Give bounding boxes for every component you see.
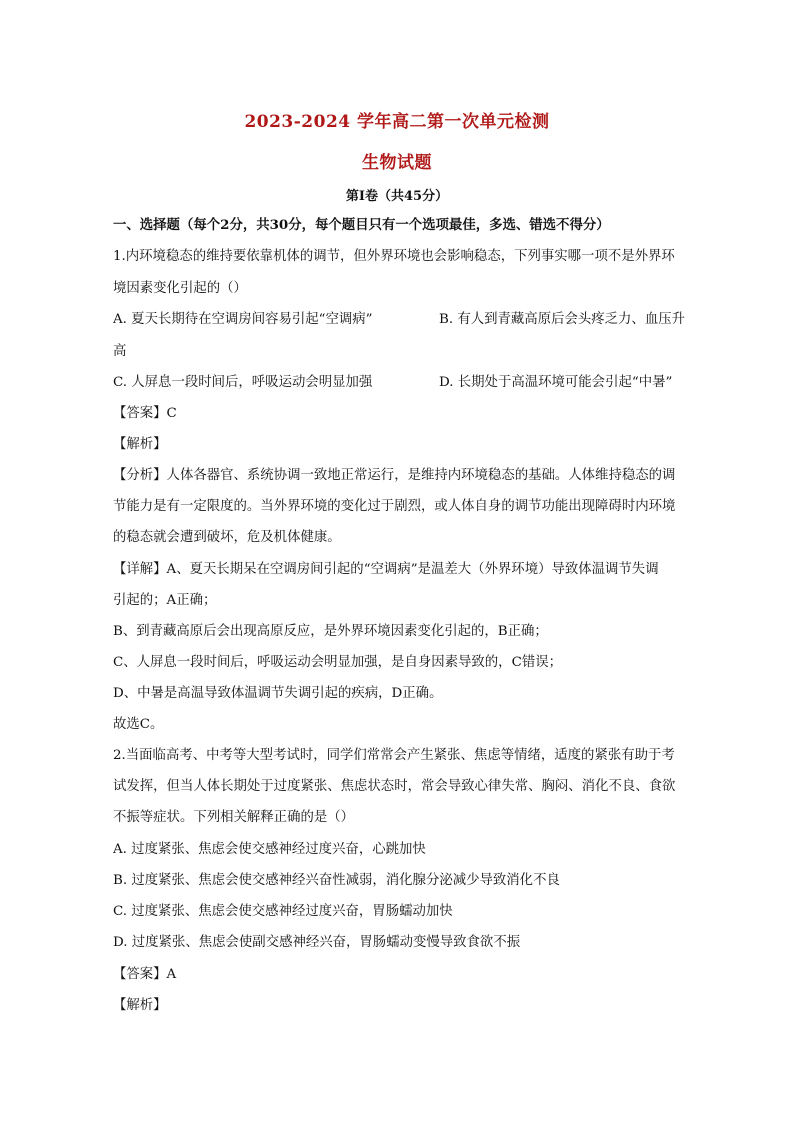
q2-stem-line-2: 试发挥，但当人体长期处于过度紧张、焦虑状态时，常会导致心律失常、胸闷、消化不良、食欲 <box>113 779 676 794</box>
q2-option-a: A. 过度紧张、焦虑会使交感神经过度兴奋，心跳加快 <box>113 842 426 857</box>
q1-xiangjie-line-3: B、到青藏高原后会出现高原反应，是外界环境因素变化引起的，B正确； <box>113 624 548 639</box>
q1-xiangjie-line-4: C、人屏息一段时间后，呼吸运动会明显加强，是自身因素导致的，C错误； <box>113 655 562 670</box>
exam-title: 2023-2024 学年高二第一次单元检测 <box>244 112 550 132</box>
exam-subtitle: 生物试题 <box>362 153 432 173</box>
q2-stem-line-3: 不振等症状。下列相关解释正确的是（） <box>113 810 355 825</box>
q1-xiangjie-line-5: D、中暑是高温导致体温调节失调引起的疾病，D正确。 <box>113 686 443 701</box>
q1-option-d: D. 长期处于高温环境可能会引起“中暑” <box>439 375 673 390</box>
q1-options-cd <box>113 374 703 392</box>
q1-conclusion: 故选C。 <box>113 717 164 732</box>
q1-xiangjie-line-2: 引起的；A正确； <box>113 593 217 608</box>
section-heading: 一、选择题（每个2分，共30分，每个题目只有一个选项最佳，多选、错选不得分） <box>113 217 610 233</box>
q1-fenxi-line-1: 【分析】人体各器官、系统协调一致地正常运行，是维持内环境稳态的基础。人体维持稳态的调 <box>113 468 676 483</box>
q1-analysis-label: 【解析】 <box>113 437 167 452</box>
q1-option-c: C. 人屏息一段时间后，呼吸运动会明显加强 <box>113 375 373 390</box>
q1-option-b: B. 有人到青藏高原后会头疼乏力、血压升 <box>439 312 685 327</box>
q1-option-a: A. 夏天长期待在空调房间容易引起“空调病” <box>113 312 373 327</box>
q1-stem-line-1: 1.内环境稳态的维持要依靠机体的调节，但外界环境也会影响稳态，下列事实哪一项不是外界环 <box>113 249 675 264</box>
q1-options-ab <box>113 311 703 329</box>
q1-fenxi-line-3: 的稳态就会遭到破坏，危及机体健康。 <box>113 530 341 545</box>
q2-option-b: B. 过度紧张、焦虑会使交感神经兴奋性减弱，消化腺分泌减少导致消化不良 <box>113 873 560 888</box>
q2-stem-line-1: 2.当面临高考、中考等大型考试时，同学们常常会产生紧张、焦虑等情绪，适度的紧张有助于考 <box>113 748 675 763</box>
q2-analysis-label: 【解析】 <box>113 998 167 1013</box>
q1-xiangjie-line-1: 【详解】A、夏天长期呆在空调房间引起的“空调病”是温差大（外界环境）导致体温调节失调 <box>113 562 659 577</box>
volume-heading: 第Ⅰ卷（共45分） <box>345 189 449 204</box>
q1-option-b-cont: 高 <box>113 344 127 359</box>
q1-fenxi-line-2: 节能力是有一定限度的。当外界环境的变化过于剧烈，或人体自身的调节功能出现障碍时内环境 <box>113 499 676 514</box>
q1-stem-line-2: 境因素变化引起的（） <box>113 281 247 296</box>
q2-option-d: D. 过度紧张、焦虑会使副交感神经兴奋，胃肠蠕动变慢导致食欲不振 <box>113 935 521 950</box>
q1-answer: 【答案】C <box>113 406 177 421</box>
q2-answer: 【答案】A <box>113 967 177 982</box>
q2-option-c: C. 过度紧张、焦虑会使交感神经过度兴奋，胃肠蠕动加快 <box>113 904 453 919</box>
